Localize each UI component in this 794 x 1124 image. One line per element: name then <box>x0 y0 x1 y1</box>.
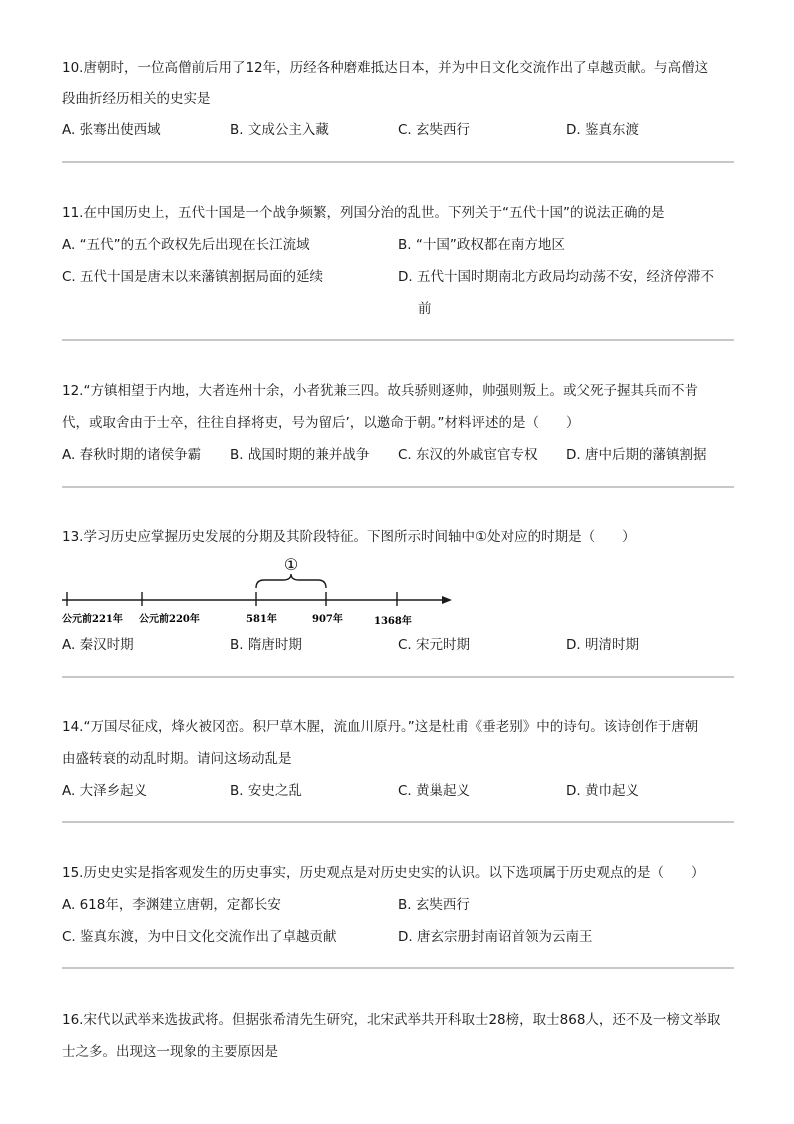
q11-stem-line-1: 11.在中国历史上，五代十国是一个战争频繁，列国分治的乱世。下列关于“五代十国”的说法正确的是 <box>62 205 665 221</box>
q13-option-b[interactable]: B. 隋唐时期 <box>230 637 302 653</box>
q10-option-c[interactable]: C. 玄奘西行 <box>398 122 471 138</box>
q11-option-d-continued: 前 <box>418 301 432 317</box>
q11-option-a[interactable]: A. “五代”的五个政权先后出现在长江流域 <box>62 237 310 253</box>
q12-stem-line-2: 代，或取舍由于士卒，往往自择将吏，号为留后’，以邀命于朝。”材料评述的是（ ） <box>62 415 580 431</box>
q11-option-c[interactable]: C. 五代十国是唐末以来藩镇割据局面的延续 <box>62 269 324 285</box>
q15-option-b[interactable]: B. 玄奘西行 <box>398 897 470 913</box>
divider <box>62 967 734 969</box>
q13-option-c[interactable]: C. 宋元时期 <box>398 637 471 653</box>
q10-option-a[interactable]: A. 张骞出使西域 <box>62 122 161 138</box>
q14-option-b[interactable]: B. 安史之乱 <box>230 783 302 799</box>
timeline-tick-label: 907年 <box>312 614 343 625</box>
q14-option-c[interactable]: C. 黄巢起义 <box>398 783 471 799</box>
q14-option-a[interactable]: A. 大泽乡起义 <box>62 783 148 799</box>
q10-option-b[interactable]: B. 文成公主入藏 <box>230 122 329 138</box>
timeline-figure <box>60 548 460 628</box>
q11-option-b[interactable]: B. “十国”政权都在南方地区 <box>398 237 565 253</box>
timeline-marker: ① <box>283 555 299 574</box>
q12-option-c[interactable]: C. 东汉的外戚宦官专权 <box>398 447 538 463</box>
q13-stem-line-1: 13.学习历史应掌握历史发展的分期及其阶段特征。下图所示时间轴中①处对应的时期是（ ） <box>62 529 636 545</box>
timeline-arrow <box>442 596 452 604</box>
q15-stem-line-1: 15.历史史实是指客观发生的历史事实，历史观点是对历史史实的认识。以下选项属于历史观点的是（ ） <box>62 865 705 881</box>
q14-stem-line-1: 14.“万国尽征戍，烽火被冈峦。积尸草木腥，流血川原丹。”这是杜甫《垂老别》中的诗句。该诗创作于唐朝 <box>62 719 699 735</box>
q12-option-b[interactable]: B. 战国时期的兼并战争 <box>230 447 370 463</box>
q12-stem-line-1: 12.“方镇相望于内地，大者连州十余，小者犹兼三四。故兵骄则逐帅，帅强则叛上。或父死子握其兵而不肯 <box>62 383 698 399</box>
q10-option-d[interactable]: D. 鉴真东渡 <box>566 122 639 138</box>
divider <box>62 339 734 341</box>
q14-option-d[interactable]: D. 黄巾起义 <box>566 783 639 799</box>
timeline-tick-label: 1368年 <box>374 616 412 627</box>
q16-stem-line-1: 16.宋代以武举来选拔武将。但据张希清先生研究，北宋武举共开科取士28榜，取士868人，还不及一榜文举取 <box>62 1012 721 1028</box>
timeline-tick-label: 公元前221年 <box>62 614 123 625</box>
q14-stem-line-2: 由盛转衰的动乱时期。请问这场动乱是 <box>62 751 292 767</box>
q11-option-d[interactable]: D. 五代十国时期南北方政局均动荡不安，经济停滞不 <box>398 269 714 285</box>
q13-option-d[interactable]: D. 明清时期 <box>566 637 639 653</box>
divider <box>62 486 734 488</box>
q15-option-d[interactable]: D. 唐玄宗册封南诏首领为云南王 <box>398 929 593 945</box>
q12-option-d[interactable]: D. 唐中后期的藩镇割据 <box>566 447 707 463</box>
divider <box>62 821 734 823</box>
q16-stem-line-2: 士之多。出现这一现象的主要原因是 <box>62 1044 278 1060</box>
q10-stem-line-1: 10.唐朝时，一位高僧前后用了12年，历经各种磨难抵达日本，并为中日文化交流作出了卓越贡献。与高僧这 <box>62 60 709 76</box>
divider <box>62 676 734 678</box>
timeline-tick-label: 581年 <box>246 614 277 625</box>
divider <box>62 161 734 163</box>
timeline-tick-label: 公元前220年 <box>139 614 200 625</box>
timeline-brace <box>256 574 326 588</box>
q15-option-c[interactable]: C. 鉴真东渡，为中日文化交流作出了卓越贡献 <box>62 929 337 945</box>
q13-option-a[interactable]: A. 秦汉时期 <box>62 637 134 653</box>
q15-option-a[interactable]: A. 618年，李渊建立唐朝，定都长安 <box>62 897 281 913</box>
q12-option-a[interactable]: A. 春秋时期的诸侯争霸 <box>62 447 202 463</box>
q10-stem-line-2: 段曲折经历相关的史实是 <box>62 91 211 107</box>
